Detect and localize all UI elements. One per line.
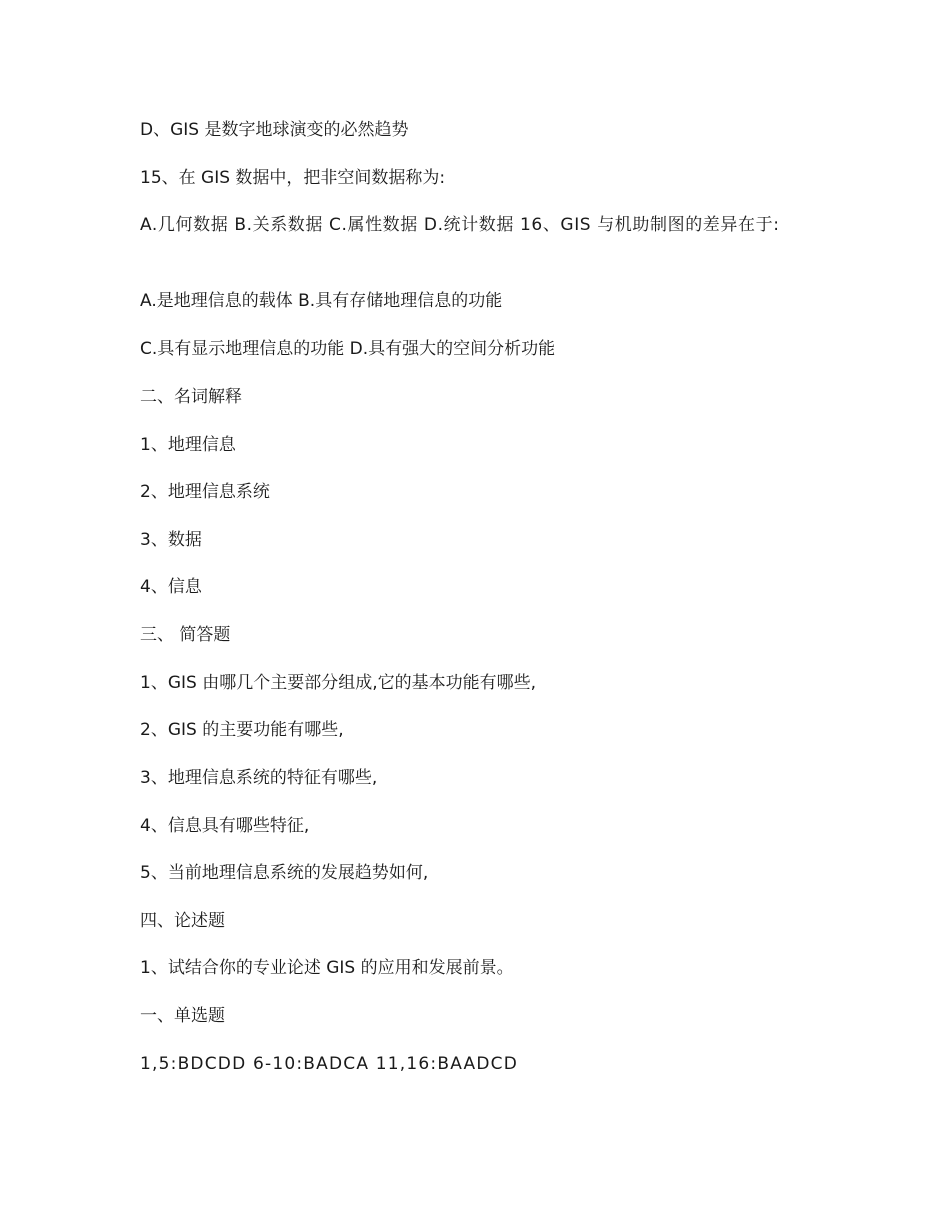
- term-item-4: 4、信息: [140, 577, 202, 597]
- section-heading-terms: 二、名词解释: [140, 387, 242, 407]
- section-heading-short-answer: 三、 简答题: [140, 625, 231, 645]
- question-15: 15、在 GIS 数据中，把非空间数据称为:: [140, 168, 446, 188]
- short-answer-4: 4、信息具有哪些特征,: [140, 816, 310, 836]
- short-answer-3: 3、地理信息系统的特征有哪些,: [140, 768, 378, 788]
- short-answer-5: 5、当前地理信息系统的发展趋势如何,: [140, 863, 429, 883]
- question-16-options-ab: A.是地理信息的载体 B.具有存储地理信息的功能: [140, 291, 503, 311]
- question-16-options-cd: C.具有显示地理信息的功能 D.具有强大的空间分析功能: [140, 339, 556, 359]
- term-item-1: 1、地理信息: [140, 435, 236, 455]
- term-item-3: 3、数据: [140, 530, 202, 550]
- essay-question-1: 1、试结合你的专业论述 GIS 的应用和发展前景。: [140, 958, 514, 978]
- section-heading-essay: 四、论述题: [140, 911, 225, 931]
- option-d-line: D、GIS 是数字地球演变的必然趋势: [140, 120, 409, 140]
- section-heading-single-choice: 一、单选题: [140, 1006, 225, 1026]
- question-15-options-and-question-16: A.几何数据 B.关系数据 C.属性数据 D.统计数据 16、GIS 与机助制图的差异在于:: [140, 215, 780, 235]
- answer-key: 1,5:BDCDD 6-10:BADCA 11,16:BAADCD: [140, 1054, 519, 1074]
- short-answer-1: 1、GIS 由哪几个主要部分组成,它的基本功能有哪些,: [140, 673, 537, 693]
- short-answer-2: 2、GIS 的主要功能有哪些,: [140, 720, 344, 740]
- term-item-2: 2、地理信息系统: [140, 482, 270, 502]
